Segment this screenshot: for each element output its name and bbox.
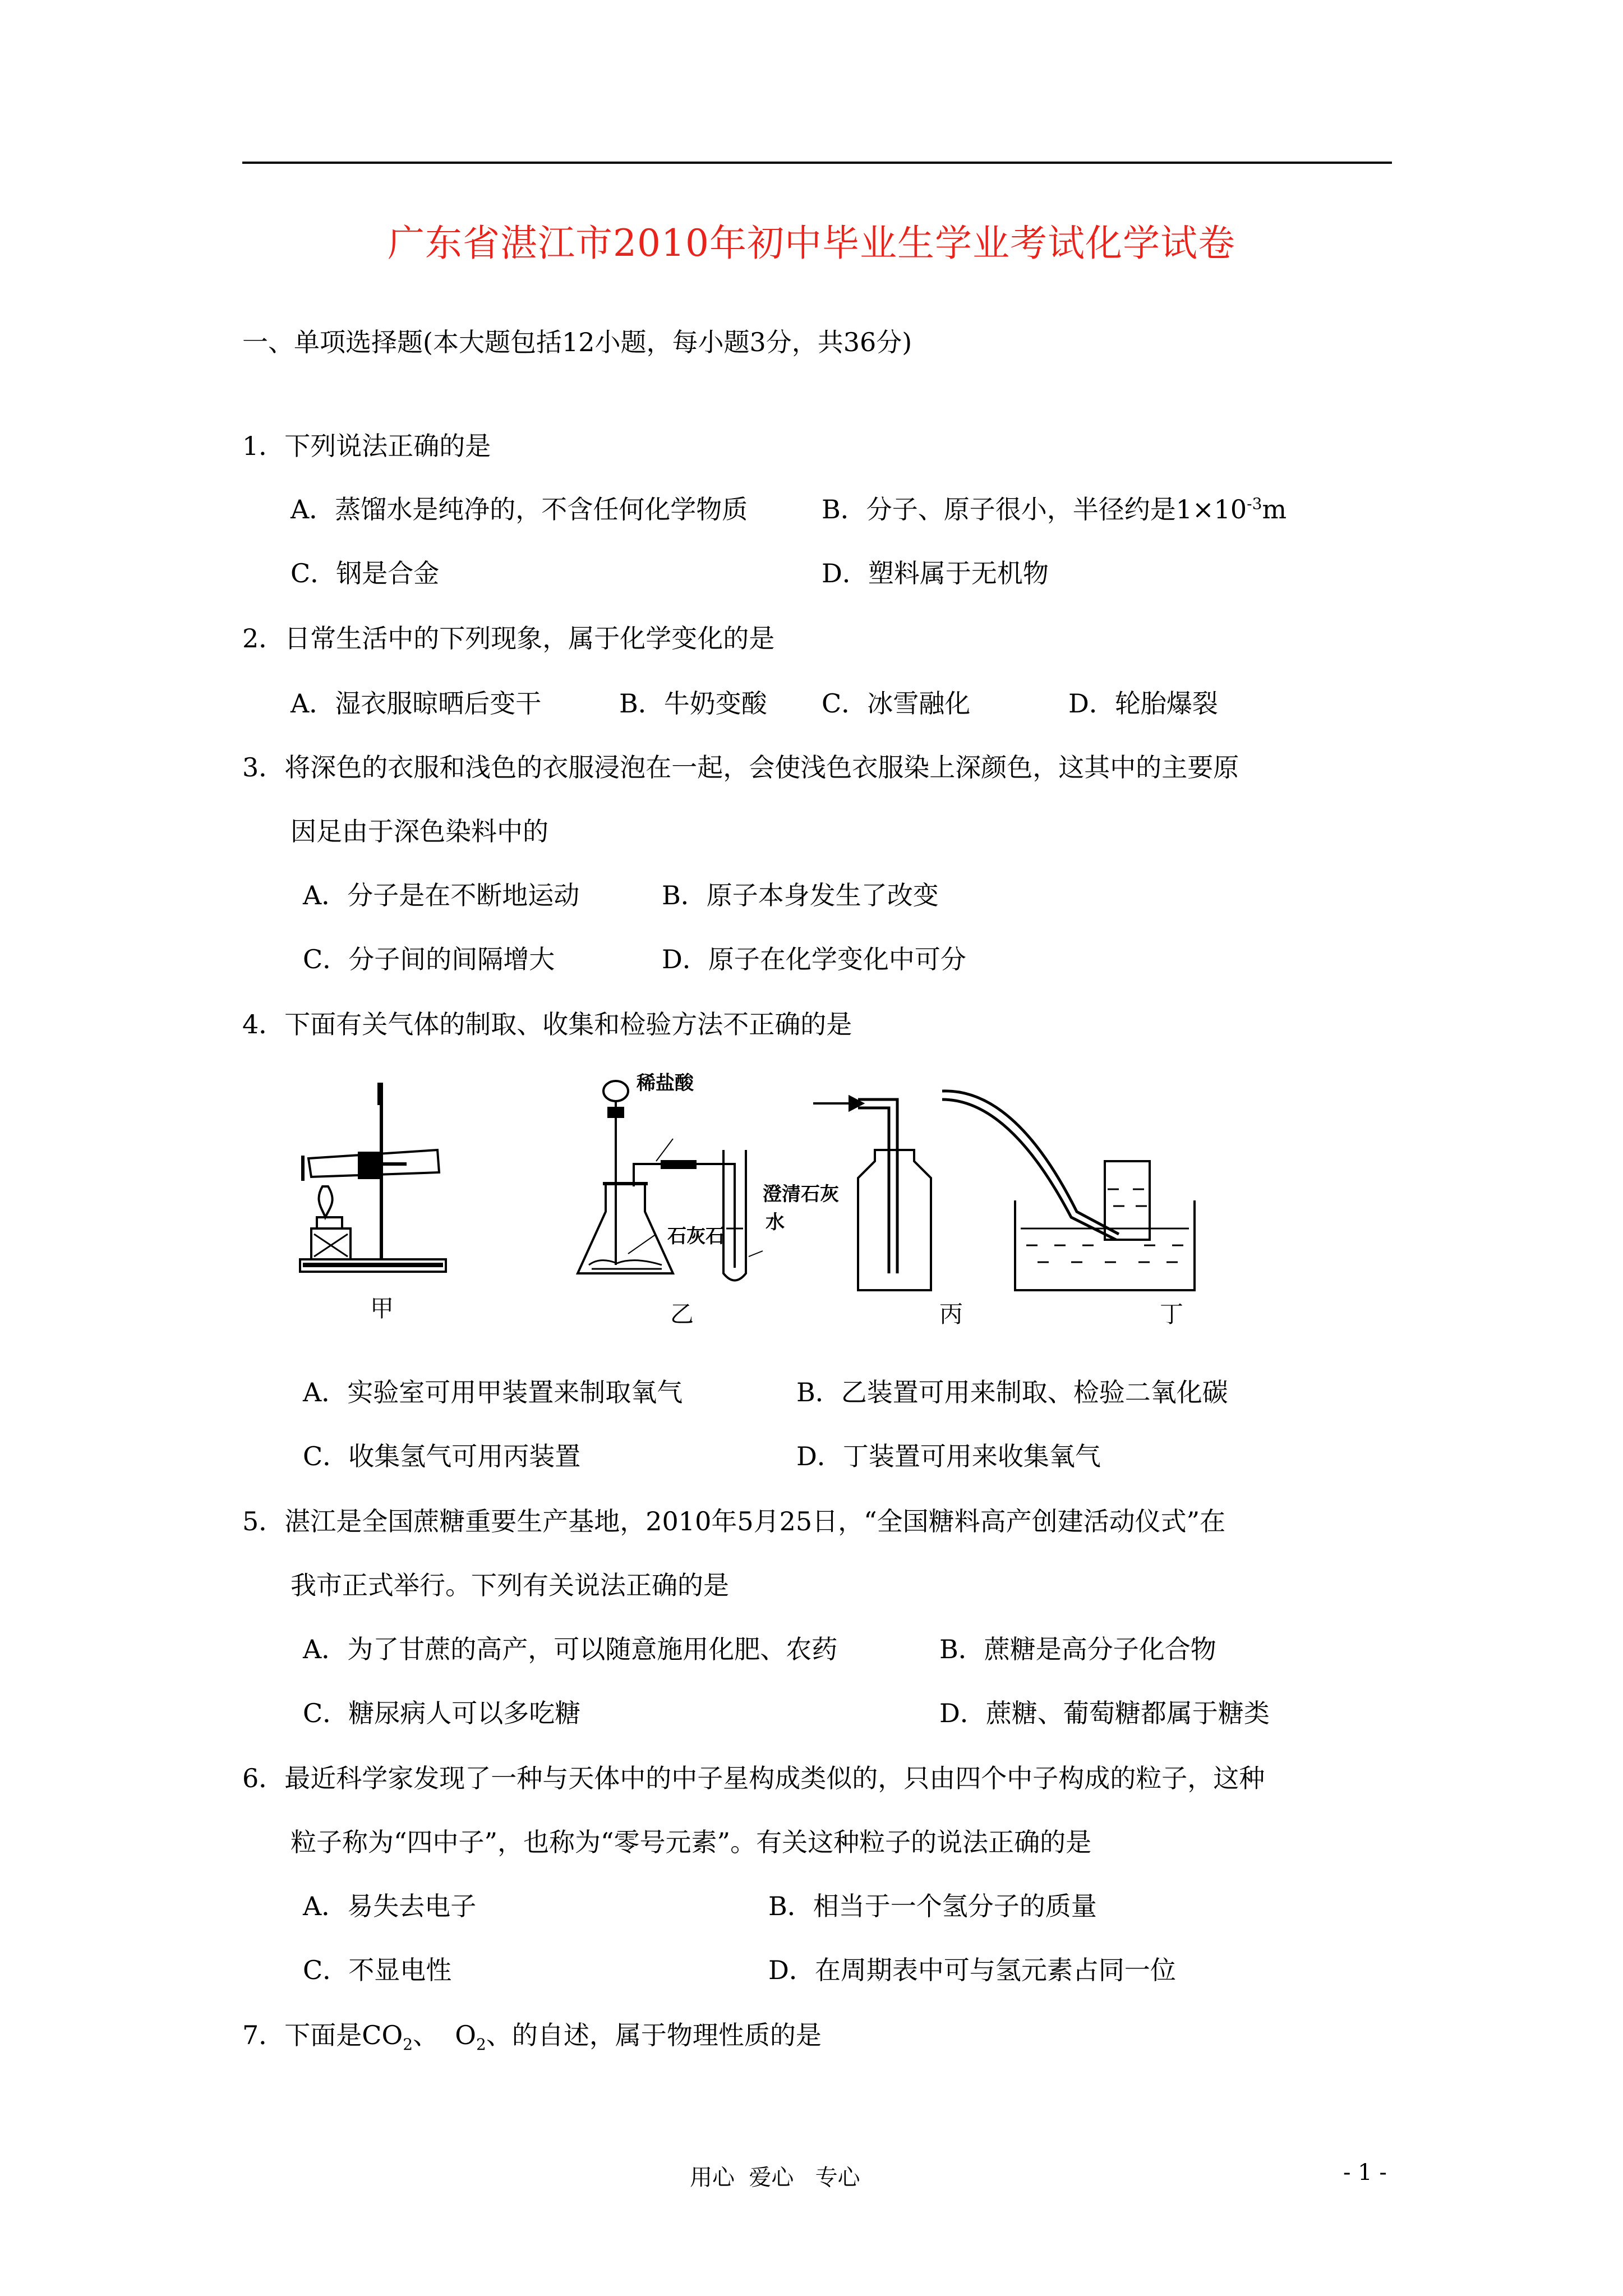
question-6-stem-line2: 粒子称为“四中子”，也称为“零号元素”。有关这种粒子的说法正确的是: [291, 1827, 1092, 1857]
figure-label-ding: 丁: [1160, 1300, 1184, 1328]
q4-option-c: C．收集氢气可用丙装置: [303, 1441, 581, 1471]
q6-option-c: C．不显电性: [303, 1955, 452, 1985]
page-title: 广东省湛江市2010年初中毕业生学业考试化学试卷: [388, 222, 1235, 265]
q5-option-a: A．为了甘蔗的高产，可以随意施用化肥、农药: [303, 1634, 838, 1664]
apparatus-figure: [269, 1066, 1290, 1346]
q6-option-b: B．相当于一个氢分子的质量: [768, 1891, 1097, 1921]
figure-label-bing: 丙: [939, 1300, 963, 1328]
figure-label-yi: 乙: [670, 1300, 694, 1328]
q5-option-d: D．蔗糖、葡萄糖都属于糖类: [939, 1698, 1270, 1728]
question-5-stem-line2: 我市正式举行。下列有关说法正确的是: [291, 1570, 729, 1600]
label-limewater: 澄清石灰: [763, 1183, 839, 1205]
q4-option-b: B．乙装置可用来制取、检验二氧化碳: [796, 1377, 1228, 1407]
question-7-stem: 7．下面是$CO_2$、 $O_2$、的自述，属于物理性质的是: [242, 2020, 822, 2054]
apparatus-ding: [942, 1091, 1195, 1290]
label-limestone: 石灰石: [667, 1225, 725, 1248]
q2-option-b: B．牛奶变酸: [619, 688, 767, 719]
q3-option-c: C．分子间的间隔增大: [303, 944, 555, 974]
q3-option-d: D．原子在化学变化中可分: [662, 944, 966, 974]
q3-option-a: A．分子是在不断地运动: [303, 880, 580, 910]
question-6-stem-line1: 6．最近科学家发现了一种与天体中的中子星构成类似的，只由四个中子构成的粒子，这种: [242, 1763, 1265, 1793]
q4-option-a: A．实验室可用甲装置来制取氧气: [303, 1377, 683, 1407]
top-rule: [242, 162, 1392, 164]
q2-option-c: C．冰雪融化: [822, 688, 971, 719]
label-limewater-2: 水: [766, 1211, 785, 1234]
q1-option-b: B．分子、原子很小，半径约是$1\times 10^{-3}m$: [822, 494, 1287, 524]
question-2-stem: 2．日常生活中的下列现象，属于化学变化的是: [242, 623, 775, 654]
q3-option-b: B．原子本身发生了改变: [662, 880, 939, 910]
question-4-stem: 4．下面有关气体的制取、收集和检验方法不正确的是: [242, 1009, 852, 1039]
q6-option-a: A．易失去电子: [303, 1891, 477, 1921]
q2-option-a: A．湿衣服晾晒后变干: [291, 688, 542, 719]
section-heading: 一、单项选择题(本大题包括12小题，每小题3分，共36分): [242, 327, 912, 357]
q1-option-d: D．塑料属于无机物: [822, 558, 1049, 588]
label-dilute-hcl: 稀盐酸: [637, 1072, 694, 1094]
footer-motto: 用心 爱心 专心: [690, 2165, 860, 2191]
q6-option-d: D．在周期表中可与氢元素占同一位: [768, 1955, 1176, 1985]
apparatus-yi: [578, 1081, 763, 1281]
q1-option-c: C．钢是合金: [291, 558, 440, 588]
question-5-stem-line1: 5．湛江是全国蔗糖重要生产基地，2010年5月25日，“全国糖料高产创建活动仪式”在: [242, 1506, 1226, 1536]
question-3-stem-line2: 因足由于深色染料中的: [291, 816, 548, 846]
q2-option-d: D．轮胎爆裂: [1068, 688, 1218, 719]
apparatus-jia: [300, 1083, 446, 1272]
figure-label-jia: 甲: [370, 1295, 394, 1322]
q4-option-d: D．丁装置可用来收集氧气: [796, 1441, 1101, 1471]
q5-option-c: C．糖尿病人可以多吃糖: [303, 1698, 581, 1728]
question-1-stem: 1．下列说法正确的是: [242, 431, 491, 461]
question-3-stem-line1: 3．将深色的衣服和浅色的衣服浸泡在一起，会使浅色衣服染上深颜色，这其中的主要原: [242, 752, 1239, 783]
q1-option-a: A．蒸馏水是纯净的，不含任何化学物质: [291, 494, 748, 524]
page-number: - 1 -: [1343, 2160, 1387, 2185]
q5-option-b: B．蔗糖是高分子化合物: [939, 1634, 1216, 1664]
